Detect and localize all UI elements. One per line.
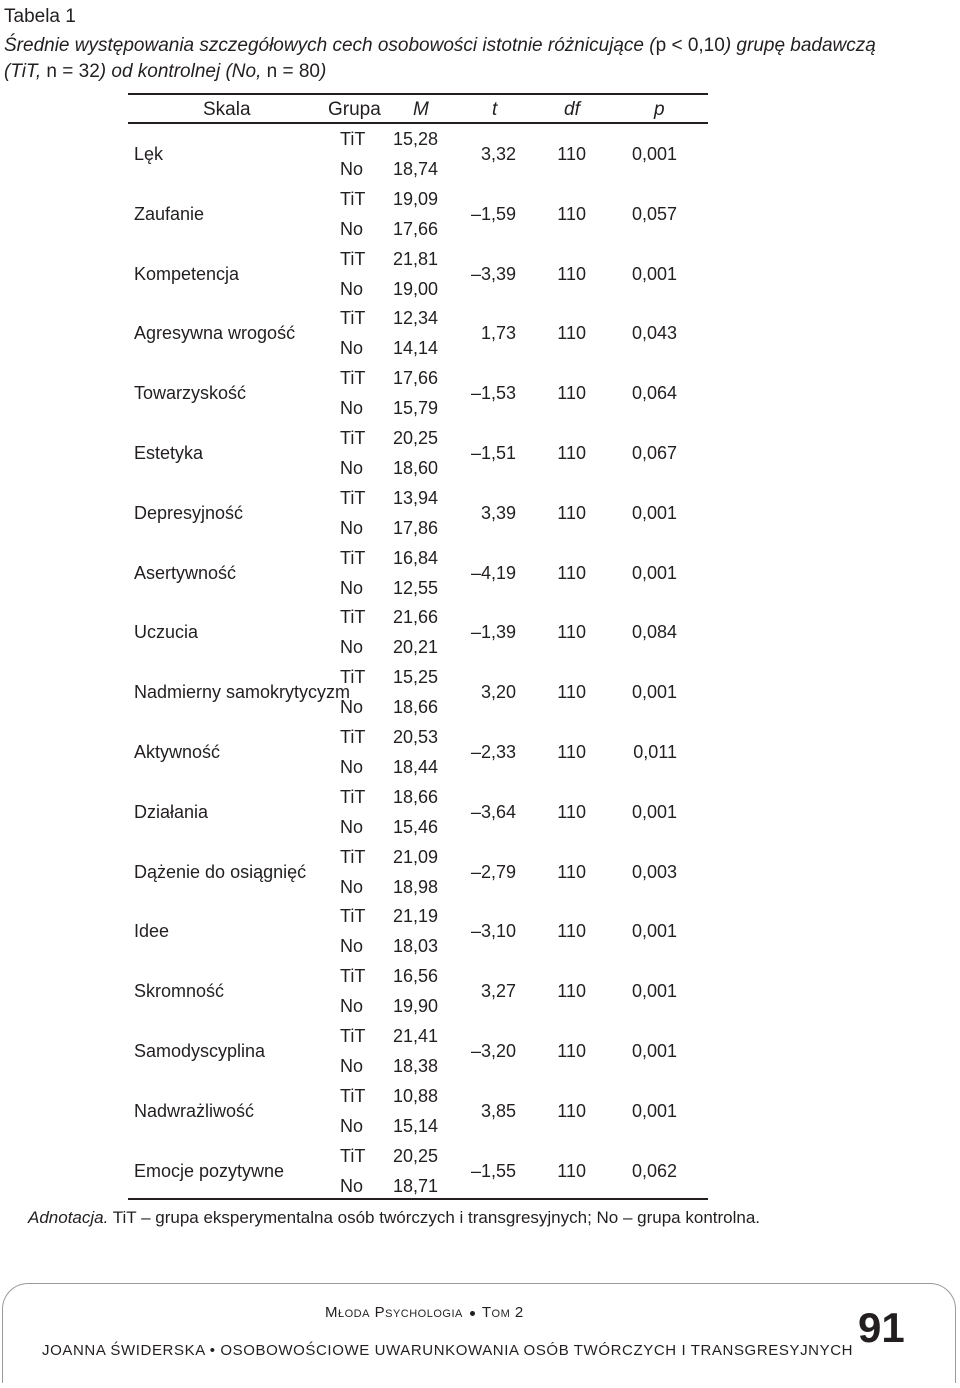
row-mean-tit: 10,88 <box>392 1085 438 1106</box>
row-p-value: 0,011 <box>633 742 677 762</box>
row-df: 110 <box>557 263 586 284</box>
caption-part6: n = 80 <box>266 61 320 82</box>
caption-part7: ) <box>320 61 327 82</box>
row-df: 110 <box>557 921 586 942</box>
row-p-value: 0,001 <box>631 1100 677 1121</box>
row-t-value: –1,39 <box>470 622 516 643</box>
row-group-no: No <box>340 637 364 658</box>
row-t-value: –3,10 <box>470 921 516 942</box>
row-mean-no: 18,03 <box>392 936 438 957</box>
row-group-tit: TiT <box>340 1085 366 1106</box>
table-row <box>128 184 708 244</box>
row-group-tit: TiT <box>340 607 366 628</box>
row-mean-tit: 15,25 <box>392 667 438 688</box>
row-group-no: No <box>340 1175 364 1196</box>
row-p-value: 0,001 <box>631 1041 677 1061</box>
row-df: 110 <box>557 203 586 224</box>
row-group-no: No <box>340 1056 364 1076</box>
row-df: 110 <box>557 383 586 404</box>
row-df: 110 <box>557 144 586 164</box>
journal-line <box>325 1304 524 1321</box>
table-row <box>128 1141 708 1201</box>
note-lead: Adnotacja. <box>28 1208 109 1227</box>
caption-part4: n = 32 <box>46 61 100 82</box>
row-p-value: 0,001 <box>631 801 677 822</box>
row-mean-tit: 21,81 <box>392 248 438 269</box>
row-mean-no: 20,21 <box>392 637 438 658</box>
row-group-tit: TiT <box>340 129 366 149</box>
running-head: JOANNA ŚWIDERSKA • OSOBOWOŚCIOWE UWARUNKOWANIA OSÓB TWÓRCZYCH I TRANSGRESYJNYCH <box>42 1342 854 1359</box>
row-scale: Kompetencja <box>134 263 240 284</box>
row-mean-tit: 17,66 <box>392 368 438 389</box>
row-mean-tit: 20,25 <box>392 1145 438 1166</box>
row-mean-tit: 15,28 <box>392 129 438 149</box>
row-group-no: No <box>340 757 364 777</box>
row-group-no: No <box>340 816 364 837</box>
row-scale: Nadwrażliwość <box>134 1100 255 1121</box>
row-t-value: –1,59 <box>470 203 516 224</box>
row-group-no: No <box>340 936 364 957</box>
header-m: M <box>413 99 429 120</box>
row-mean-tit: 21,41 <box>392 1026 438 1046</box>
row-mean-no: 18,71 <box>392 1175 438 1196</box>
journal-title: Młoda Psychologia <box>325 1304 463 1321</box>
row-group-no: No <box>340 278 364 299</box>
row-scale: Samodyscyplina <box>134 1041 266 1061</box>
row-group-tit: TiT <box>340 487 366 508</box>
row-df: 110 <box>557 443 586 463</box>
caption-part2: p < 0,10 <box>655 35 725 56</box>
row-mean-tit: 13,94 <box>392 487 438 508</box>
row-group-no: No <box>340 996 364 1017</box>
header-p: p <box>654 99 665 120</box>
row-mean-no: 17,66 <box>392 218 438 239</box>
row-p-value: 0,057 <box>631 203 677 224</box>
row-mean-tit: 21,19 <box>392 906 438 927</box>
row-t-value: –3,20 <box>470 1041 516 1061</box>
row-group-no: No <box>340 1115 364 1136</box>
row-p-value: 0,001 <box>631 682 677 703</box>
row-group-tit: TiT <box>340 667 366 688</box>
row-mean-no: 19,90 <box>392 996 438 1017</box>
row-mean-tit: 21,66 <box>392 607 438 628</box>
row-t-value: –3,64 <box>470 801 516 822</box>
table-row <box>128 543 708 603</box>
table-top-rule <box>128 93 708 95</box>
row-p-value: 0,084 <box>631 622 677 643</box>
table-row <box>128 363 708 423</box>
row-scale: Asertywność <box>134 562 237 583</box>
footer-frame <box>2 1283 956 1383</box>
row-mean-no: 18,66 <box>392 697 438 718</box>
row-mean-no: 15,79 <box>392 398 438 419</box>
row-t-value: –1,53 <box>470 383 516 404</box>
row-df: 110 <box>557 682 586 703</box>
caption-part1: Średnie występowania szczegółowych cech osobowości istotnie różnicujące ( <box>4 35 656 56</box>
row-group-tit: TiT <box>340 308 366 329</box>
row-group-no: No <box>340 398 364 419</box>
row-p-value: 0,064 <box>631 383 677 404</box>
table-row <box>128 244 708 304</box>
row-mean-no: 15,14 <box>392 1115 438 1136</box>
row-scale: Estetyka <box>134 443 204 463</box>
row-scale: Dążenie do osiągnięć <box>134 861 307 882</box>
table-row <box>128 483 708 543</box>
row-p-value: 0,001 <box>631 263 677 284</box>
row-mean-tit: 21,09 <box>392 846 438 867</box>
row-mean-tit: 12,34 <box>392 308 438 329</box>
row-scale: Aktywność <box>134 742 221 762</box>
row-df: 110 <box>557 801 586 822</box>
header-df: df <box>564 99 580 120</box>
row-p-value: 0,001 <box>631 921 677 942</box>
row-t-value: 3,39 <box>480 502 516 523</box>
row-scale: Skromność <box>134 981 225 1002</box>
row-mean-tit: 20,25 <box>392 428 438 448</box>
row-t-value: –2,79 <box>470 861 516 882</box>
row-mean-no: 19,00 <box>392 278 438 299</box>
row-t-value: –1,51 <box>470 443 516 463</box>
row-group-tit: TiT <box>340 786 366 807</box>
table-row <box>128 124 708 184</box>
table-row <box>128 303 708 363</box>
caption-part5: ) od kontrolnej (No, <box>99 61 267 82</box>
row-df: 110 <box>557 1100 586 1121</box>
row-group-no: No <box>340 697 364 718</box>
row-scale: Idee <box>134 921 170 942</box>
row-p-value: 0,001 <box>631 981 677 1002</box>
row-group-no: No <box>340 338 364 359</box>
row-mean-tit: 18,66 <box>392 786 438 807</box>
row-group-tit: TiT <box>340 727 366 747</box>
row-group-no: No <box>340 517 364 538</box>
bullet-icon <box>470 1311 475 1316</box>
header-t: t <box>492 99 498 120</box>
row-df: 110 <box>557 622 586 643</box>
row-mean-no: 18,60 <box>392 458 438 478</box>
row-mean-no: 18,98 <box>392 876 438 897</box>
row-group-no: No <box>340 159 364 179</box>
table-row <box>128 1081 708 1141</box>
row-group-no: No <box>340 577 364 598</box>
row-t-value: –1,55 <box>470 1160 516 1181</box>
row-scale: Uczucia <box>134 622 199 643</box>
row-mean-no: 14,14 <box>392 338 438 359</box>
row-t-value: –4,19 <box>470 562 516 583</box>
table-row <box>128 423 708 483</box>
journal-volume: Tom 2 <box>481 1304 524 1321</box>
table-row <box>128 1021 708 1081</box>
table-note <box>28 1208 760 1228</box>
row-df: 110 <box>557 323 586 344</box>
row-t-value: 3,27 <box>480 981 516 1002</box>
row-p-value: 0,001 <box>631 562 677 583</box>
row-group-tit: TiT <box>340 846 366 867</box>
row-scale: Działania <box>134 801 209 822</box>
table-label: Tabela 1 <box>4 6 76 27</box>
row-df: 110 <box>557 1041 586 1061</box>
row-df: 110 <box>557 742 586 762</box>
row-t-value: 3,32 <box>480 144 516 164</box>
row-df: 110 <box>557 981 586 1002</box>
table-caption <box>4 33 884 85</box>
row-df: 110 <box>557 562 586 583</box>
row-group-no: No <box>340 458 364 478</box>
row-mean-tit: 19,09 <box>392 188 438 209</box>
row-t-value: –3,39 <box>470 263 516 284</box>
row-p-value: 0,062 <box>631 1160 677 1181</box>
row-group-tit: TiT <box>340 428 366 448</box>
page-number: 91 <box>858 1304 905 1351</box>
row-scale: Emocje pozytywne <box>134 1160 285 1181</box>
row-mean-no: 18,38 <box>392 1056 438 1076</box>
row-df: 110 <box>557 1160 586 1181</box>
row-t-value: –2,33 <box>470 742 516 762</box>
row-scale: Nadmierny samokrytycyzm <box>134 682 351 703</box>
header-group: Grupa <box>328 99 381 120</box>
row-group-tit: TiT <box>340 966 366 987</box>
row-mean-no: 18,44 <box>392 757 438 777</box>
row-group-no: No <box>340 876 364 897</box>
row-group-no: No <box>340 218 364 239</box>
row-p-value: 0,001 <box>631 144 677 164</box>
table-row <box>128 722 708 782</box>
row-p-value: 0,043 <box>631 323 677 344</box>
row-df: 110 <box>557 502 586 523</box>
row-mean-tit: 20,53 <box>392 727 438 747</box>
caption-part3: ) grupę badawczą (TiT, <box>4 35 876 82</box>
row-mean-no: 18,74 <box>392 159 438 179</box>
row-scale: Zaufanie <box>134 203 205 224</box>
row-t-value: 3,20 <box>480 682 516 703</box>
row-t-value: 1,73 <box>480 323 516 344</box>
row-group-tit: TiT <box>340 906 366 927</box>
table-row <box>128 662 708 722</box>
row-p-value: 0,067 <box>631 443 677 463</box>
row-mean-no: 17,86 <box>392 517 438 538</box>
table-row <box>128 901 708 961</box>
row-mean-tit: 16,56 <box>392 966 438 987</box>
table-row <box>128 961 708 1021</box>
row-df: 110 <box>557 861 586 882</box>
row-scale: Lęk <box>134 144 164 164</box>
row-group-tit: TiT <box>340 547 366 568</box>
table-row <box>128 842 708 902</box>
row-mean-no: 15,46 <box>392 816 438 837</box>
row-scale: Depresyjność <box>134 502 244 523</box>
header-scale: Skala <box>203 99 251 120</box>
row-group-tit: TiT <box>340 1145 366 1166</box>
row-group-tit: TiT <box>340 1026 366 1046</box>
row-scale: Towarzyskość <box>134 383 247 404</box>
note-text: TiT – grupa eksperymentalna osób twórczych i transgresyjnych; No – grupa kontrolna. <box>108 1208 761 1227</box>
row-mean-tit: 16,84 <box>392 547 438 568</box>
row-group-tit: TiT <box>340 188 366 209</box>
row-p-value: 0,003 <box>631 861 677 882</box>
table-row <box>128 782 708 842</box>
row-t-value: 3,85 <box>480 1100 516 1121</box>
row-group-tit: TiT <box>340 368 366 389</box>
row-group-tit: TiT <box>340 248 366 269</box>
table-row <box>128 602 708 662</box>
table-bottom-rule <box>128 1198 708 1200</box>
row-p-value: 0,001 <box>631 502 677 523</box>
row-mean-no: 12,55 <box>392 577 438 598</box>
row-scale: Agresywna wrogość <box>134 323 296 344</box>
